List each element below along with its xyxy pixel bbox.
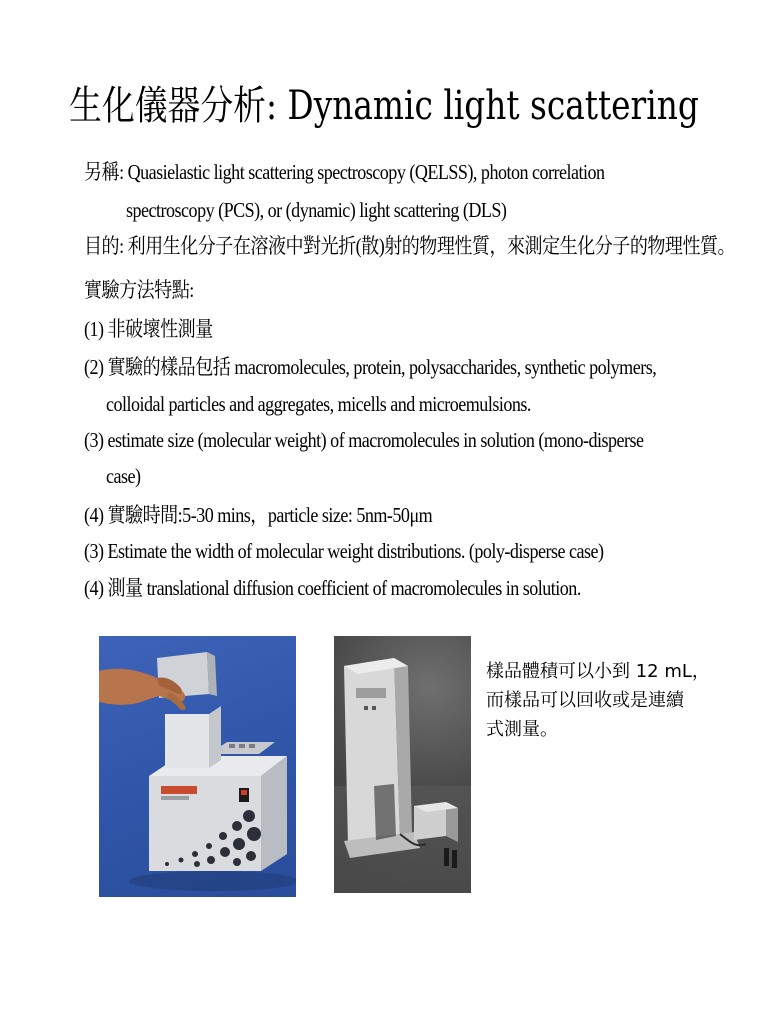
feature-2-line-1: (2) 實驗的樣品包括 macromolecules, protein, polysaccharides, synthetic polymers, xyxy=(84,355,657,379)
feature-1: (1) 非破壞性測量 xyxy=(84,317,213,341)
slide-title: 生化儀器分析: Dynamic light scattering xyxy=(69,83,699,129)
sample-volume-caption xyxy=(486,657,710,744)
feature-5: (3) Estimate the width of molecular weight distributions. (poly-disperse case) xyxy=(84,539,604,563)
feature-4: (4) 實驗時間:5-30 mins，particle size: 5nm-50μm xyxy=(84,503,433,527)
dls-instrument-illustration xyxy=(99,636,296,897)
features-heading: 實驗方法特點: xyxy=(84,278,194,302)
dls-sample-cell-illustration xyxy=(334,636,471,893)
caption-line-2: 而樣品可以回收或是連續 xyxy=(486,690,684,711)
alias-line-1: 另稱: Quasielastic light scattering spectroscopy (QELSS), photon correlation xyxy=(84,160,605,184)
caption-line-3: 式測量。 xyxy=(486,719,558,740)
alias-line-2: spectroscopy (PCS), or (dynamic) light scattering (DLS) xyxy=(126,198,507,222)
feature-3-line-1: (3) estimate size (molecular weight) of macromolecules in solution (mono-disperse xyxy=(84,428,644,452)
dls-sample-cell-photo xyxy=(334,636,471,893)
dls-instrument-photo xyxy=(99,636,296,897)
feature-6: (4) 測量 translational diffusion coefficient of macromolecules in solution. xyxy=(84,576,581,600)
feature-2-line-2: colloidal particles and aggregates, micells and microemulsions. xyxy=(106,392,531,416)
feature-3-line-2: case) xyxy=(106,464,141,488)
caption-line-1: 樣品體積可以小到 12 mL， xyxy=(486,661,710,682)
purpose-line: 目的: 利用生化分子在溶液中對光折(散)射的物理性質，來測定生化分子的物理性質。 xyxy=(84,234,736,258)
